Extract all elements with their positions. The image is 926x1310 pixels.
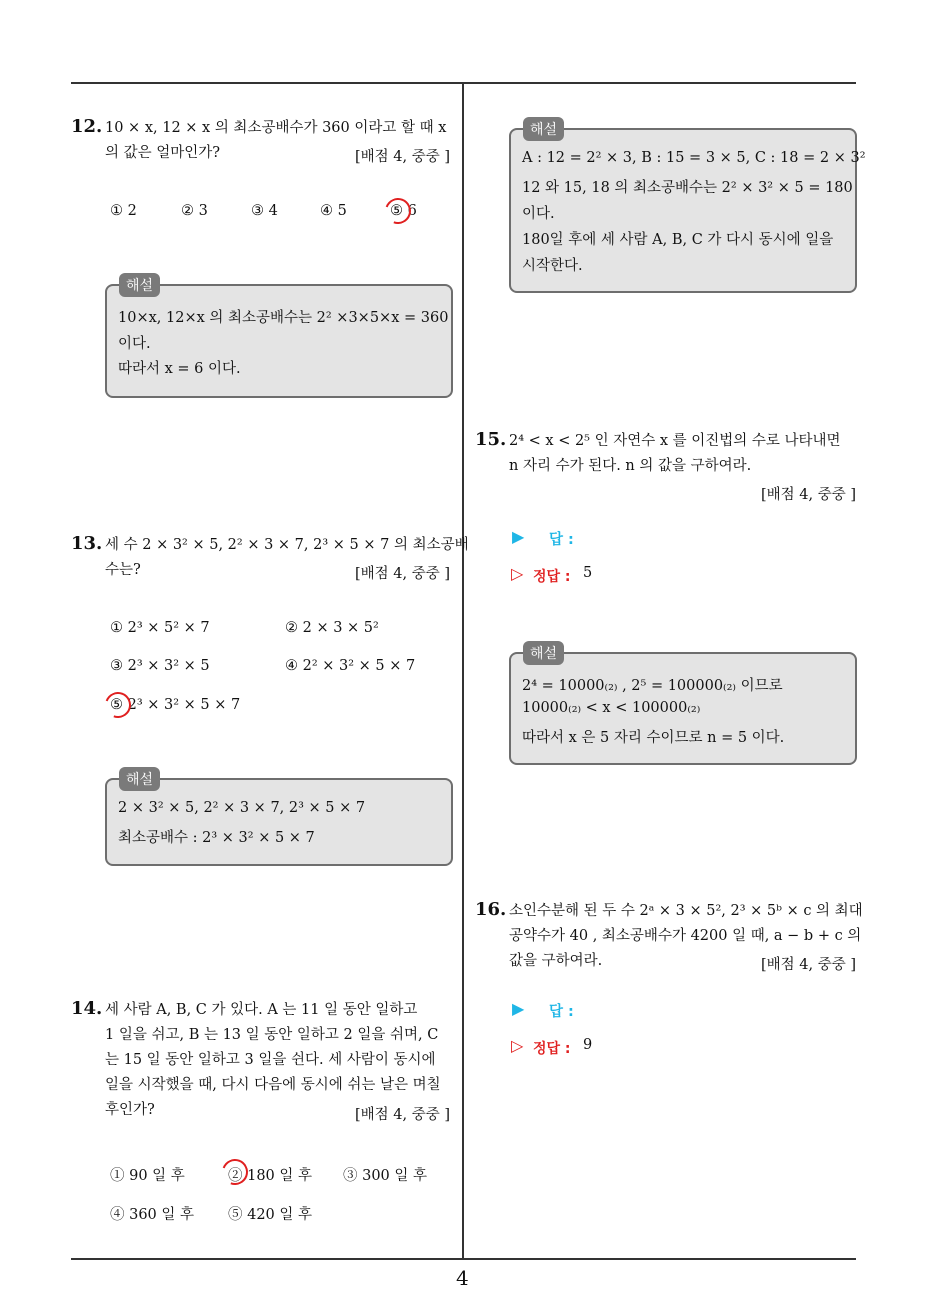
q13-choice-2[interactable]: ② 2 × 3 × 5² [285, 620, 379, 636]
q15-explanation-line-1: 2⁴ = 10000₍₂₎ , 2⁵ = 100000₍₂₎ 이므로 [522, 678, 783, 694]
question-15-line-2: n 자리 수가 된다. n 의 값을 구하여라. [509, 458, 752, 474]
question-13-number: 13. [71, 533, 103, 554]
q12-choice-5[interactable]: ⑤ 6 [390, 203, 417, 219]
q15-explanation-line-3: 따라서 x 은 5 자리 수이므로 n = 5 이다. [522, 730, 785, 746]
q13-explanation-line-1: 2 × 3² × 5, 2² × 3 × 7, 2³ × 5 × 7 [118, 800, 366, 816]
question-12-line-2: 의 값은 얼마인가? [105, 145, 221, 161]
q14-choice-5[interactable]: ⑤ 420 일 후 [228, 1207, 313, 1223]
question-14-line-4: 일을 시작했을 때, 다시 다음에 동시에 쉬는 날은 며칠 [105, 1077, 441, 1093]
q15-correct-arrow-icon: ▷ [511, 564, 524, 583]
page-number: 4 [456, 1266, 469, 1290]
q12-explanation-box [105, 284, 453, 398]
q14-choice-1[interactable]: ① 90 일 후 [110, 1168, 185, 1184]
bottom-rule [71, 1258, 856, 1260]
q14-explanation-line-3: 이다. [522, 206, 555, 222]
q14-choice-3[interactable]: ③ 300 일 후 [343, 1168, 428, 1184]
q13-explanation-box [105, 778, 453, 866]
q12-choice-3[interactable]: ③ 4 [251, 203, 278, 219]
question-13-points: [배점 4, 중중 ] [354, 566, 450, 582]
question-15-text [509, 429, 841, 479]
question-14-number: 14. [71, 998, 103, 1019]
q12-choice-1[interactable]: ① 2 [110, 203, 137, 219]
question-13-line-2: 수는? [105, 562, 141, 578]
question-14-line-2: 1 일을 쉬고, B 는 13 일 동안 일하고 2 일을 쉬며, C [105, 1027, 439, 1043]
q12-explanation-line-3: 따라서 x = 6 이다. [118, 361, 241, 377]
q14-explanation-line-1: A : 12 = 2² × 3, B : 15 = 3 × 5, C : 18 = 2 × 3² [522, 150, 866, 166]
q14-explanation-line-4: 180일 후에 세 사람 A, B, C 가 다시 동시에 일을 [522, 232, 834, 248]
question-16-line-3: 값을 구하여라. [509, 953, 603, 969]
q12-explanation-tab: 해설 [119, 273, 160, 297]
q12-explanation-line-2: 이다. [118, 336, 151, 352]
q15-correct-value: 5 [583, 565, 593, 581]
question-16-points: [배점 4, 중중 ] [760, 957, 856, 973]
q13-choice-1[interactable]: ① 2³ × 5² × 7 [110, 620, 210, 636]
q13-choice-4[interactable]: ④ 2² × 3² × 5 × 7 [285, 658, 416, 674]
question-14-line-1: 세 사람 A, B, C 가 있다. A 는 11 일 동안 일하고 [105, 1002, 418, 1018]
q13-explanation-tab: 해설 [119, 767, 160, 791]
q15-answer-label[interactable]: 답 : [549, 532, 574, 548]
q12-choice-2[interactable]: ② 3 [181, 203, 208, 219]
q16-correct-label: 정답 : [533, 1041, 571, 1057]
q16-correct-value: 9 [583, 1037, 593, 1053]
q13-choice-5[interactable]: ⑤ 2³ × 3² × 5 × 7 [110, 697, 241, 713]
question-16-number: 16. [475, 899, 507, 920]
q14-choice-4[interactable]: ④ 360 일 후 [110, 1207, 195, 1223]
q14-explanation-line-5: 시작한다. [522, 258, 583, 274]
question-15-points: [배점 4, 중중 ] [760, 487, 856, 503]
q13-choice-3[interactable]: ③ 2³ × 3² × 5 [110, 658, 210, 674]
q12-choice-4[interactable]: ④ 5 [320, 203, 347, 219]
q16-correct-arrow-icon: ▷ [511, 1036, 524, 1055]
q13-answer-circle-mark [101, 688, 136, 723]
q13-explanation-line-2: 최소공배수 : 2³ × 3² × 5 × 7 [118, 830, 315, 846]
q15-correct-label: 정답 : [533, 569, 571, 585]
q15-answer-arrow-icon: ▶ [512, 527, 525, 546]
q16-answer-label[interactable]: 답 : [549, 1004, 574, 1020]
question-12-points: [배점 4, 중중 ] [354, 149, 450, 165]
question-15-number: 15. [475, 429, 507, 450]
question-15-line-1: 2⁴ < x < 2⁵ 인 자연수 x 를 이진법의 수로 나타내면 [509, 433, 841, 449]
question-12-line-1: 10 × x, 12 × x 의 최소공배수가 360 이라고 할 때 x [105, 120, 447, 136]
question-12-number: 12. [71, 116, 103, 137]
question-14-line-3: 는 15 일 동안 일하고 3 일을 쉰다. 세 사람이 동시에 [105, 1052, 436, 1068]
q14-choice-2[interactable]: ② 180 일 후 [228, 1168, 313, 1184]
q15-explanation-tab: 해설 [523, 641, 564, 665]
question-16-line-1: 소인수분해 된 두 수 2ᵃ × 3 × 5², 2³ × 5ᵇ × c 의 최대 [509, 903, 863, 919]
q15-explanation-line-2: 10000₍₂₎ < x < 100000₍₂₎ [522, 700, 701, 716]
q12-explanation-line-1: 10×x, 12×x 의 최소공배수는 2² ×3×5×x = 360 [118, 310, 449, 326]
question-14-points: [배점 4, 중중 ] [354, 1107, 450, 1123]
question-16-line-2: 공약수가 40 , 최소공배수가 4200 일 때, a − b + c 의 [509, 928, 862, 944]
question-14-line-5: 후인가? [105, 1102, 155, 1118]
q14-explanation-line-2: 12 와 15, 18 의 최소공배수는 2² × 3² × 5 = 180 [522, 180, 853, 196]
q14-explanation-tab: 해설 [523, 117, 564, 141]
q12-answer-circle-mark [381, 194, 416, 229]
q16-answer-arrow-icon: ▶ [512, 999, 525, 1018]
top-rule [71, 82, 856, 84]
question-13-line-1: 세 수 2 × 3² × 5, 2² × 3 × 7, 2³ × 5 × 7 의 최소공배 [105, 537, 469, 553]
column-divider [462, 82, 464, 1260]
